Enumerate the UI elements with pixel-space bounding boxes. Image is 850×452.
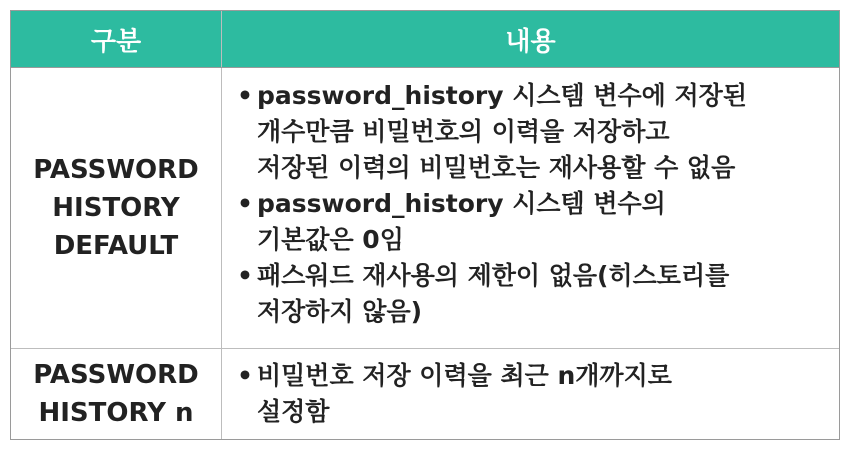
bullet-dot: • xyxy=(237,261,253,290)
row-1-category xyxy=(11,68,221,348)
bullet-item xyxy=(233,186,833,258)
bullet-text-line: 저장하지 않음) xyxy=(257,297,423,326)
bullet-text-line: 저장된 이력의 비밀번호는 재사용할 수 없음 xyxy=(257,153,736,182)
row-2-category xyxy=(11,349,221,439)
bullet-text-line: password_history 시스템 변수의 xyxy=(257,189,666,218)
bullet-text-line: 개수만큼 비밀번호의 이력을 저장하고 xyxy=(257,117,670,146)
bullet-text-line: 패스워드 재사용의 제한이 없음(히스토리를 xyxy=(257,261,730,290)
bullet-dot: • xyxy=(237,189,253,218)
row-2-category-line: HISTORY n xyxy=(38,398,194,428)
row-2-category-line: PASSWORD xyxy=(33,360,199,390)
row-1-category-line: DEFAULT xyxy=(53,231,179,261)
bullet-text-line: 비밀번호 저장 이력을 최근 n개까지로 xyxy=(257,361,672,390)
bullet-item xyxy=(233,258,833,330)
row-2-content xyxy=(233,358,833,430)
row-1-category-line: HISTORY xyxy=(52,193,180,223)
column-divider xyxy=(221,11,222,439)
bullet-text-line: password_history 시스템 변수에 저장된 xyxy=(257,81,747,110)
bullet-dot: • xyxy=(237,81,253,110)
bullet-text-line: 기본값은 0임 xyxy=(257,225,404,254)
header-category: 구분 xyxy=(11,11,221,67)
row-1-content xyxy=(233,78,833,330)
header-content: 내용 xyxy=(222,11,839,67)
bullet-text-line: 설정함 xyxy=(257,397,330,426)
info-table xyxy=(10,10,840,440)
row-1-category-line: PASSWORD xyxy=(33,155,199,185)
bullet-dot: • xyxy=(237,361,253,390)
bullet-item xyxy=(233,358,833,430)
bullet-item xyxy=(233,78,833,186)
